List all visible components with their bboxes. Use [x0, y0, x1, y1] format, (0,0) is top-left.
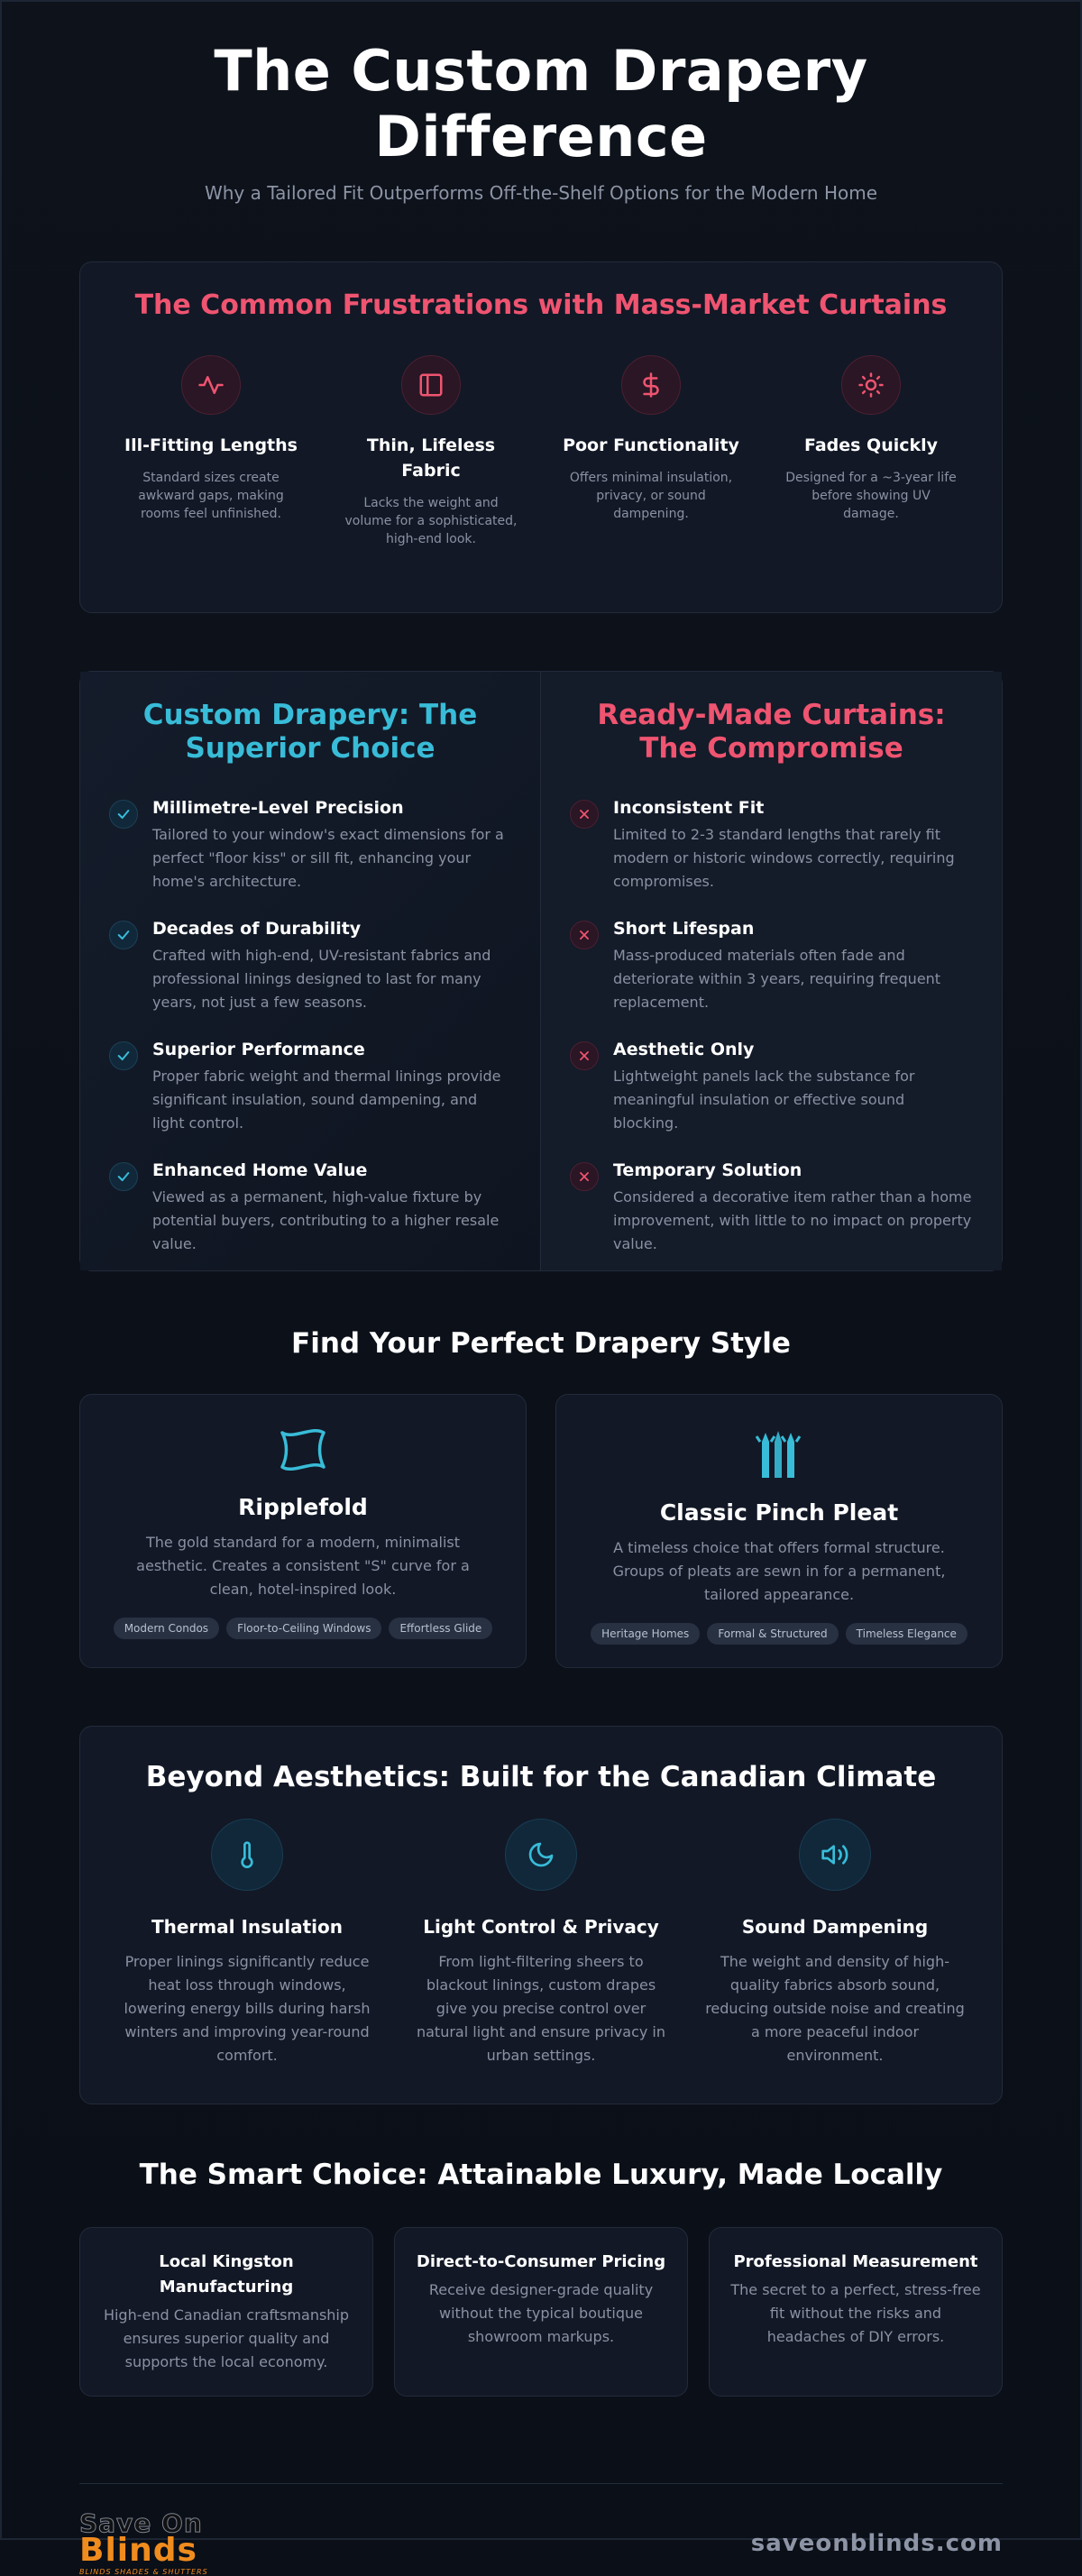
x-icon — [570, 1162, 599, 1191]
style-title: Classic Pinch Pleat — [659, 1499, 899, 1526]
climate-item-text: Proper linings significantly reduce heat loss through windows, lowering energy bills during harsh winters and improving year-round comfort. — [124, 1953, 371, 2064]
pinch-pleat-icon — [589, 1427, 969, 1481]
activity-icon — [181, 355, 241, 415]
styles-title: Find Your Perfect Drapery Style — [291, 1327, 791, 1360]
frustration-item — [556, 355, 746, 548]
readymade-point — [570, 1160, 973, 1256]
point-title: Temporary Solution — [613, 1160, 802, 1180]
climate-item-text: From light-filtering sheers to blackout linings, custom drapes give you precise control over natural light and ensure privacy in urban settings. — [416, 1953, 665, 2064]
point-title: Inconsistent Fit — [613, 798, 765, 818]
smart-card-title: Professional Measurement — [733, 2252, 978, 2271]
climate-item — [410, 1819, 672, 2067]
frustration-title: Fades Quickly — [803, 435, 939, 455]
custom-point — [109, 798, 511, 894]
x-icon — [570, 1041, 599, 1070]
check-icon — [109, 1162, 138, 1191]
speaker-icon — [799, 1819, 871, 1891]
frustration-text: Standard sizes create awkward gaps, making rooms feel unfinished. — [138, 471, 284, 521]
climate-item-title: Thermal Insulation — [151, 1916, 344, 1938]
brand-logo[interactable] — [79, 2508, 208, 2576]
smart-card — [79, 2227, 373, 2397]
climate-item-title: Sound Dampening — [741, 1916, 929, 1938]
point-text: Mass-produced materials often fade and deteriorate within 3 years, requiring frequent replacement. — [613, 947, 941, 1011]
style-tag: Timeless Elegance — [846, 1623, 967, 1645]
frustration-title: Poor Functionality — [563, 435, 739, 455]
sun-icon — [841, 355, 901, 415]
frustration-text: Designed for a ~3-year life before showing UV damage. — [785, 471, 957, 521]
moon-icon — [505, 1819, 577, 1891]
climate-item-title: Light Control & Privacy — [423, 1916, 659, 1938]
frustration-text: Offers minimal insulation, privacy, or sound dampening. — [569, 471, 733, 521]
point-text: Crafted with high-end, UV-resistant fabrics and professional linings designed to last for many years, not just a few seasons. — [152, 947, 491, 1011]
point-title: Decades of Durability — [152, 919, 362, 939]
style-tag: Floor-to-Ceiling Windows — [226, 1618, 381, 1639]
x-icon — [570, 800, 599, 829]
ready-made-column — [541, 672, 1002, 1270]
frustration-title: Ill-Fitting Lengths — [124, 435, 298, 455]
comparison-section — [79, 671, 1003, 1271]
climate-title: Beyond Aesthetics: Built for the Canadian Climate — [145, 1761, 937, 1793]
custom-drapery-title: Custom Drapery: The Superior Choice — [142, 699, 478, 765]
point-title: Millimetre-Level Precision — [152, 798, 404, 818]
smart-card — [394, 2227, 688, 2397]
style-tag: Effortless Glide — [389, 1618, 492, 1639]
frustration-item — [116, 355, 306, 548]
climate-item-text: The weight and density of high-quality fabrics absorb sound, reducing outside noise and creating a more peaceful indoor environment. — [705, 1953, 965, 2064]
dollar-icon — [621, 355, 681, 415]
readymade-point — [570, 798, 973, 894]
readymade-point — [570, 1040, 973, 1135]
custom-point — [109, 1160, 511, 1256]
check-icon — [109, 800, 138, 829]
frustrations-title: The Common Frustrations with Mass-Market Curtains — [134, 289, 948, 321]
smart-choice-title: The Smart Choice: Attainable Luxury, Made Locally — [139, 2159, 943, 2191]
point-text: Proper fabric weight and thermal linings provide significant insulation, sound dampening, and light control. — [152, 1068, 501, 1132]
climate-item — [116, 1819, 378, 2067]
style-card-pinch-pleat — [555, 1394, 1003, 1668]
style-tag: Modern Condos — [114, 1618, 219, 1639]
point-title: Short Lifespan — [613, 919, 755, 939]
style-tag: Formal & Structured — [707, 1623, 838, 1645]
smart-card-title: Local Kingston Manufacturing — [159, 2252, 294, 2296]
thermometer-icon — [211, 1819, 283, 1891]
frustration-title: Thin, Lifeless Fabric — [366, 435, 496, 481]
page-title: The Custom Drapery Difference — [214, 38, 868, 170]
style-card-ripplefold — [79, 1394, 527, 1668]
x-icon — [570, 921, 599, 949]
custom-point — [109, 919, 511, 1014]
smart-card — [709, 2227, 1003, 2397]
frustrations-section — [79, 261, 1003, 613]
frustration-item — [776, 355, 966, 548]
style-text: The gold standard for a modern, minimalist aesthetic. Creates a consistent "S" curve for a clean, hotel-inspired look. — [136, 1534, 470, 1598]
point-text: Viewed as a permanent, high-value fixture by potential buyers, contributing to a higher resale value. — [152, 1188, 500, 1252]
point-title: Enhanced Home Value — [152, 1160, 368, 1180]
check-icon — [109, 1041, 138, 1070]
smart-card-text: Receive designer-grade quality without the typical boutique showroom markups. — [428, 2281, 654, 2345]
footer — [79, 2483, 1003, 2576]
ripple-wave-icon — [113, 1427, 493, 1476]
smart-card-title: Direct-to-Consumer Pricing — [416, 2252, 666, 2271]
smart-card-text: High-end Canadian craftsmanship ensures superior quality and supports the local economy. — [103, 2306, 350, 2370]
climate-item — [704, 1819, 966, 2067]
climate-section — [79, 1726, 1003, 2104]
page-subtitle: Why a Tailored Fit Outperforms Off-the-Shelf Options for the Modern Home — [204, 182, 878, 204]
custom-drapery-column — [80, 672, 541, 1270]
smart-card-text: The secret to a perfect, stress-free fit without the risks and headaches of DIY errors. — [730, 2281, 981, 2345]
point-text: Considered a decorative item rather than a home improvement, with little to no impact on property value. — [613, 1188, 972, 1252]
frustration-text: Lacks the weight and volume for a sophisticated, high-end look. — [344, 496, 518, 546]
logo-tagline: BLINDS SHADES & SHUTTERS — [79, 2568, 208, 2576]
readymade-point — [570, 919, 973, 1014]
custom-point — [109, 1040, 511, 1135]
point-text: Limited to 2-3 standard lengths that rarely fit modern or historic windows correctly, requiring compromises. — [613, 826, 955, 890]
point-text: Lightweight panels lack the substance for meaningful insulation or effective sound blocking. — [613, 1068, 915, 1132]
point-title: Superior Performance — [152, 1040, 365, 1059]
ready-made-title: Ready-Made Curtains: The Compromise — [597, 699, 946, 765]
logo-line-1: Save On — [79, 2508, 203, 2538]
style-text: A timeless choice that offers formal structure. Groups of pleats are sewn in for a permanent, tailored appearance. — [612, 1539, 946, 1603]
point-text: Tailored to your window's exact dimensions for a perfect "floor kiss" or sill fit, enhancing your home's architecture. — [152, 826, 504, 890]
point-title: Aesthetic Only — [613, 1040, 755, 1059]
website-link[interactable]: saveonblinds.com — [750, 2530, 1003, 2557]
frustration-item — [336, 355, 526, 548]
logo-line-2: Blinds — [79, 2532, 197, 2569]
check-icon — [109, 921, 138, 949]
style-title: Ripplefold — [238, 1494, 368, 1520]
style-tag: Heritage Homes — [591, 1623, 700, 1645]
panel-icon — [401, 355, 461, 415]
